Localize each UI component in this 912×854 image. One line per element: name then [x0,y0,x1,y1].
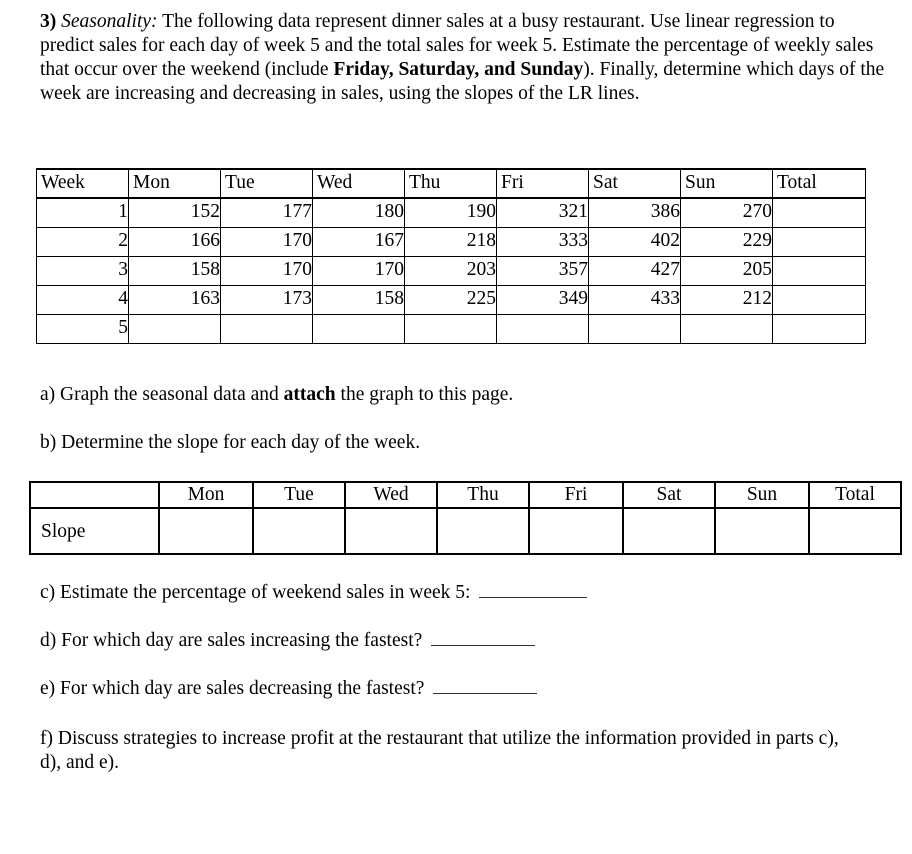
sales-cell: 5 [37,314,129,343]
slope-header-sat: Sat [623,482,715,508]
sales-cell[interactable] [589,314,681,343]
slope-cell-mon[interactable] [159,508,253,554]
sales-cell: 402 [589,227,681,256]
sales-header-sun: Sun [681,169,773,198]
sales-cell: 349 [497,285,589,314]
slope-cell-thu[interactable] [437,508,529,554]
sales-cell: 433 [589,285,681,314]
sales-cell: 205 [681,256,773,285]
sales-cell: 166 [129,227,221,256]
slope-value-row [30,508,901,554]
sales-cell[interactable] [313,314,405,343]
sales-cell: 152 [129,198,221,227]
sales-cell[interactable] [221,314,313,343]
sales-cell: 163 [129,285,221,314]
sales-cell: 427 [589,256,681,285]
slope-header-row [30,482,901,508]
sales-cell: 1 [37,198,129,227]
problem-text-1: The following data represent dinner sales at a busy restaurant. Use linear regression to predict sales for each day of week 5 and the total sales for week 5. Estimate the percentage of weekly sales that occur over the weekend (include [40,11,874,80]
sales-cell[interactable] [773,314,866,343]
sales-cell[interactable] [405,314,497,343]
answer-blank-e[interactable] [433,677,537,694]
sales-cell[interactable] [773,256,866,285]
sales-cell[interactable] [681,314,773,343]
problem-number: 3) [40,11,57,32]
slope-cell-fri[interactable] [529,508,623,554]
sales-cell: 158 [129,256,221,285]
slope-cell-wed[interactable] [345,508,437,554]
sales-cell: 212 [681,285,773,314]
sales-cell: 270 [681,198,773,227]
sales-cell: 357 [497,256,589,285]
slope-cell-sat[interactable] [623,508,715,554]
sales-cell: 170 [313,256,405,285]
sales-cell: 190 [405,198,497,227]
sales-cell: 229 [681,227,773,256]
sales-header-fri: Fri [497,169,589,198]
sales-cell: 167 [313,227,405,256]
question-e: e) For which day are sales decreasing the fastest? [40,677,537,701]
slope-cell-sun[interactable] [715,508,809,554]
sales-cell[interactable] [773,198,866,227]
sales-cell: 2 [37,227,129,256]
slope-cell-tue[interactable] [253,508,345,554]
question-d: d) For which day are sales increasing the fastest? [40,629,535,653]
slope-header-thu: Thu [437,482,529,508]
sales-header-sat: Sat [589,169,681,198]
table-row [37,256,866,285]
slope-header-sun: Sun [715,482,809,508]
slope-header-wed: Wed [345,482,437,508]
sales-cell: 4 [37,285,129,314]
sales-cell: 177 [221,198,313,227]
question-f: f) Discuss strategies to increase profit at the restaurant that utilize the information provided in parts c), d), and e). [40,728,839,773]
table-row [37,285,866,314]
slope-row-label: Slope [30,508,159,554]
sales-cell: 203 [405,256,497,285]
sales-cell[interactable] [497,314,589,343]
slope-header-mon: Mon [159,482,253,508]
slope-table [29,481,902,555]
problem-statement [40,10,885,106]
sales-table [36,168,866,344]
sales-header-row [37,169,866,198]
slope-header-total: Total [809,482,901,508]
question-c: c) Estimate the percentage of weekend sales in week 5: [40,581,587,605]
sales-cell[interactable] [129,314,221,343]
sales-cell: 218 [405,227,497,256]
sales-cell: 3 [37,256,129,285]
sales-header-mon: Mon [129,169,221,198]
sales-cell: 170 [221,256,313,285]
slope-header-tue: Tue [253,482,345,508]
table-row [37,198,866,227]
sales-cell: 158 [313,285,405,314]
sales-cell: 321 [497,198,589,227]
problem-topic: Seasonality: [61,11,158,32]
table-row [37,314,866,343]
sales-cell: 173 [221,285,313,314]
sales-cell: 225 [405,285,497,314]
question-b: b) Determine the slope for each day of the week. [40,432,421,453]
sales-cell: 170 [221,227,313,256]
slope-cell-total[interactable] [809,508,901,554]
table-row [37,227,866,256]
slope-header-fri: Fri [529,482,623,508]
sales-header-tue: Tue [221,169,313,198]
sales-header-thu: Thu [405,169,497,198]
sales-header-total: Total [773,169,866,198]
sales-table-body [37,169,866,343]
answer-blank-c[interactable] [479,581,587,598]
sales-cell[interactable] [773,227,866,256]
problem-text-2: ). Finally, determine which days of the week are increasing and decreasing in sales, using the slopes of the LR lines. [40,59,885,104]
sales-cell: 180 [313,198,405,227]
slope-header-empty [30,482,159,508]
sales-cell[interactable] [773,285,866,314]
sales-header-week: Week [37,169,129,198]
sales-cell: 386 [589,198,681,227]
sales-header-wed: Wed [313,169,405,198]
question-a: a) Graph the seasonal data and attach the graph to this page. [40,384,514,405]
answer-blank-d[interactable] [431,629,535,646]
weekend-days: Friday, Saturday, and Sunday [333,59,584,80]
sales-cell: 333 [497,227,589,256]
